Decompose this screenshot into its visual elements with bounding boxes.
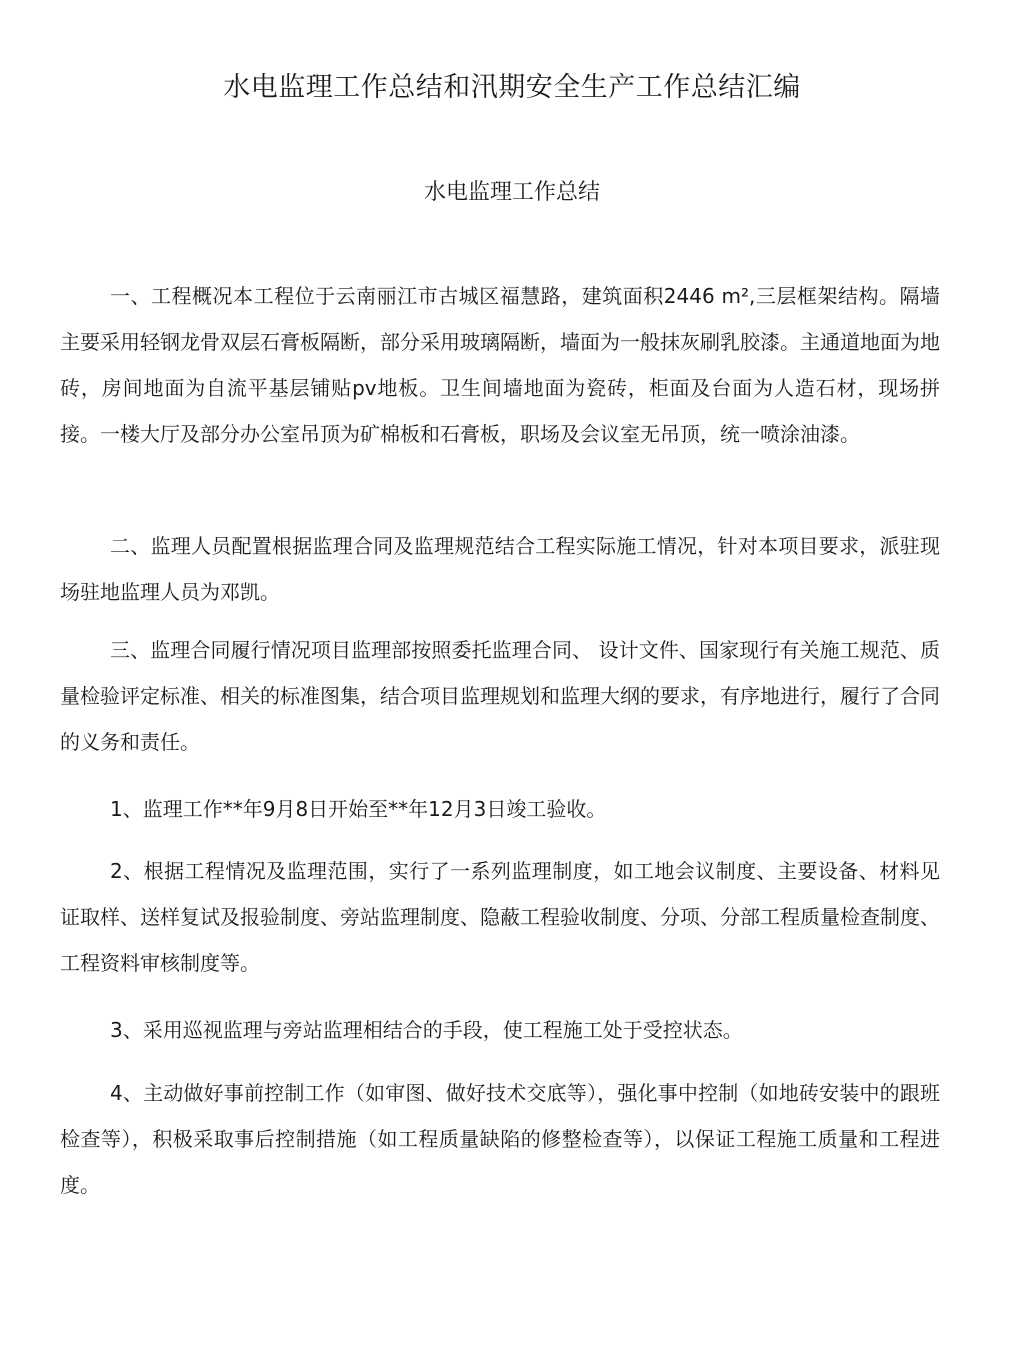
paragraph-project-overview: 一、工程概况本工程位于云南丽江市古城区福慧路，建筑面积2446 m²,三层框架结构。隔墙主要采用轻钢龙骨双层石膏板隔断，部分采用玻璃隔断，墙面为一般抹灰刷乳胶漆。主通道地面为地砖，房间地面为自流平基层铺贴pv地板。卫生间墙地面为瓷砖，柜面及台面为人造石材，现场拼接。一楼大厅及部分办公室吊顶为矿棉板和石膏板，职场及会议室无吊顶，统一喷涂油漆。 [60, 284, 940, 446]
paragraph-staff-allocation: 二、监理人员配置根据监理合同及监理规范结合工程实际施工情况，针对本项目要求，派驻现场驻地监理人员为邓凯。 [60, 534, 940, 604]
paragraph-item-3: 3、采用巡视监理与旁站监理相结合的手段，使工程施工处于受控状态。 [110, 1018, 743, 1042]
paragraph-item-2: 2、根据工程情况及监理范围，实行了一系列监理制度，如工地会议制度、主要设备、材料见证取样、送样复试及报验制度、旁站监理制度、隐蔽工程验收制度、分项、分部工程质量检查制度、工程资料审核制度等。 [60, 859, 940, 975]
paragraph-item-4: 4、主动做好事前控制工作（如审图、做好技术交底等），强化事中控制（如地砖安装中的跟班检查等），积极采取事后控制措施（如工程质量缺陷的修整检查等），以保证工程施工质量和工程进度。 [60, 1081, 940, 1197]
section-title: 水电监理工作总结 [423, 180, 600, 205]
document-title: 水电监理工作总结和汛期安全生产工作总结汇编 [223, 72, 801, 103]
paragraph-item-1: 1、监理工作**年9月8日开始至**年12月3日竣工验收。 [110, 797, 607, 821]
paragraph-contract-performance: 三、监理合同履行情况项目监理部按照委托监理合同、 设计文件、国家现行有关施工规范、质量检验评定标准、相关的标准图集，结合项目监理规划和监理大纲的要求，有序地进行，履行了合同的义务和责任。 [60, 638, 940, 754]
